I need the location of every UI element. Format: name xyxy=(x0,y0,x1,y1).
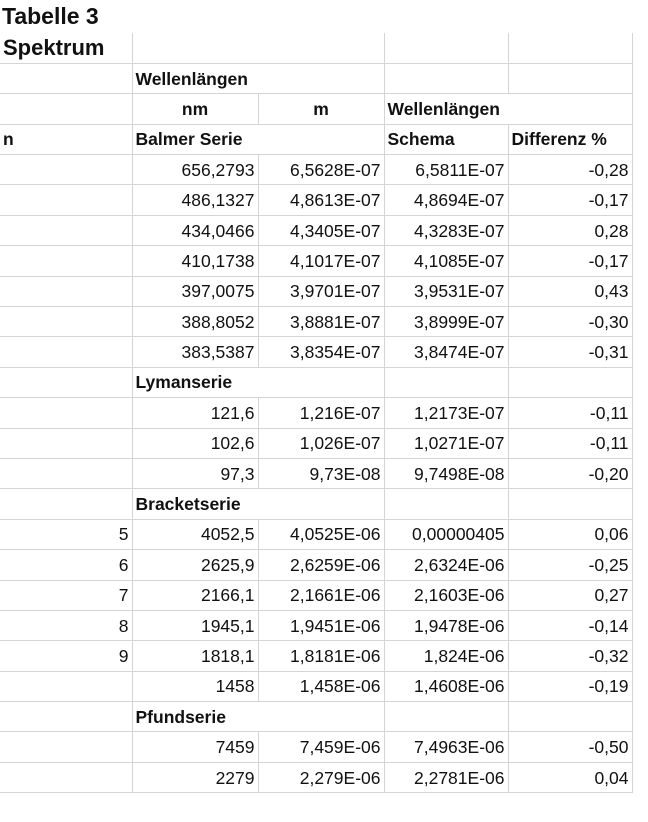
cell-schema[interactable]: 4,3283E-07 xyxy=(384,215,508,245)
cell-nm[interactable]: 2625,9 xyxy=(132,550,258,580)
table-row xyxy=(0,671,632,701)
cell[interactable] xyxy=(258,367,384,397)
series-label-row xyxy=(0,367,632,397)
cell-nm[interactable]: 383,5387 xyxy=(132,337,258,367)
cell-schema[interactable]: 2,6324E-06 xyxy=(384,550,508,580)
cell[interactable] xyxy=(384,702,508,732)
cell-nm[interactable]: 388,8052 xyxy=(132,307,258,337)
cell-schema[interactable]: 3,9531E-07 xyxy=(384,276,508,306)
cell-nm[interactable]: 397,0075 xyxy=(132,276,258,306)
header-row-wavelengths xyxy=(0,63,632,93)
cell-difference[interactable]: 0,28 xyxy=(508,215,632,245)
cell[interactable] xyxy=(258,33,384,63)
cell[interactable] xyxy=(508,702,632,732)
lyman-series-label: Lymanserie xyxy=(132,367,258,397)
table-row xyxy=(0,519,632,549)
cell[interactable] xyxy=(0,489,132,519)
table-row xyxy=(0,610,632,640)
cell-schema[interactable]: 3,8474E-07 xyxy=(384,337,508,367)
cell-schema[interactable]: 4,1085E-07 xyxy=(384,246,508,276)
cell-n[interactable] xyxy=(0,458,132,488)
cell-schema[interactable]: 0,00000405 xyxy=(384,519,508,549)
table-row xyxy=(0,458,632,488)
cell-n[interactable] xyxy=(0,155,132,185)
cell-difference[interactable]: -0,28 xyxy=(508,155,632,185)
cell-difference[interactable]: -0,11 xyxy=(508,398,632,428)
cell-m[interactable]: 2,6259E-06 xyxy=(258,550,384,580)
cell-nm[interactable]: 121,6 xyxy=(132,398,258,428)
cell-m[interactable]: 1,458E-06 xyxy=(258,671,384,701)
cell-nm[interactable]: 656,2793 xyxy=(132,155,258,185)
cell-difference[interactable]: 0,43 xyxy=(508,276,632,306)
cell-schema[interactable]: 2,2781E-06 xyxy=(384,762,508,792)
cell-schema[interactable]: 1,4608E-06 xyxy=(384,671,508,701)
table-row xyxy=(0,276,632,306)
table-row xyxy=(0,398,632,428)
cell-n[interactable] xyxy=(0,671,132,701)
cell-nm[interactable]: 2166,1 xyxy=(132,580,258,610)
table-row xyxy=(0,428,632,458)
cell-n[interactable] xyxy=(0,246,132,276)
cell[interactable] xyxy=(384,367,508,397)
unit-nm-header: nm xyxy=(132,94,258,124)
cell-m[interactable]: 4,0525E-06 xyxy=(258,519,384,549)
cell[interactable] xyxy=(508,367,632,397)
cell-m[interactable]: 4,3405E-07 xyxy=(258,215,384,245)
cell-difference[interactable]: -0,17 xyxy=(508,185,632,215)
cell-difference[interactable]: -0,50 xyxy=(508,732,632,762)
cell-difference[interactable]: -0,32 xyxy=(508,641,632,671)
cell[interactable] xyxy=(132,33,258,63)
cell-m[interactable]: 3,8354E-07 xyxy=(258,337,384,367)
cell-schema[interactable]: 1,2173E-07 xyxy=(384,398,508,428)
cell-n[interactable] xyxy=(0,215,132,245)
table-row xyxy=(0,580,632,610)
cell-nm[interactable]: 486,1327 xyxy=(132,185,258,215)
difference-header: Differenz % xyxy=(508,124,632,154)
table-row xyxy=(0,307,632,337)
cell-m[interactable]: 4,1017E-07 xyxy=(258,246,384,276)
cell-n[interactable] xyxy=(0,732,132,762)
table-row xyxy=(0,641,632,671)
cell[interactable] xyxy=(508,489,632,519)
cell-m[interactable]: 1,9451E-06 xyxy=(258,610,384,640)
cell-nm[interactable]: 1945,1 xyxy=(132,610,258,640)
header-row-columns xyxy=(0,124,632,154)
cell-n[interactable] xyxy=(0,762,132,792)
cell-m[interactable]: 2,1661E-06 xyxy=(258,580,384,610)
spectrum-label: Spektrum xyxy=(0,33,132,63)
cell-schema[interactable]: 1,9478E-06 xyxy=(384,610,508,640)
cell-schema[interactable]: 3,8999E-07 xyxy=(384,307,508,337)
cell-difference[interactable]: 0,06 xyxy=(508,519,632,549)
cell[interactable] xyxy=(508,63,632,93)
balmer-series-header: Balmer Serie xyxy=(132,124,258,154)
cell-difference[interactable]: -0,30 xyxy=(508,307,632,337)
cell-m[interactable]: 1,026E-07 xyxy=(258,428,384,458)
cell-n[interactable]: 5 xyxy=(0,519,132,549)
cell[interactable] xyxy=(0,63,132,93)
pfund-series-label: Pfundserie xyxy=(132,702,258,732)
series-label-row xyxy=(0,702,632,732)
cell-schema[interactable]: 1,824E-06 xyxy=(384,641,508,671)
cell-n[interactable] xyxy=(0,185,132,215)
cell-n[interactable] xyxy=(0,428,132,458)
cell[interactable] xyxy=(0,94,132,124)
cell-n[interactable] xyxy=(0,276,132,306)
cell-difference[interactable]: -0,25 xyxy=(508,550,632,580)
table-row xyxy=(0,155,632,185)
table-row xyxy=(0,550,632,580)
cell-m[interactable]: 1,216E-07 xyxy=(258,398,384,428)
cell-schema[interactable]: 2,1603E-06 xyxy=(384,580,508,610)
cell[interactable] xyxy=(384,33,508,63)
cell-difference[interactable]: -0,31 xyxy=(508,337,632,367)
cell[interactable] xyxy=(258,63,384,93)
cell-difference[interactable]: -0,17 xyxy=(508,246,632,276)
spectrum-row xyxy=(0,33,632,63)
cell-n[interactable]: 6 xyxy=(0,550,132,580)
table-row xyxy=(0,732,632,762)
n-column-header: n xyxy=(0,124,132,154)
cell[interactable] xyxy=(508,94,632,124)
cell-nm[interactable]: 410,1738 xyxy=(132,246,258,276)
cell[interactable] xyxy=(384,489,508,519)
table-row xyxy=(0,246,632,276)
wavelengths-schema-header: Wellenlängen xyxy=(384,94,508,124)
cell-nm[interactable]: 1818,1 xyxy=(132,641,258,671)
cell-m[interactable]: 4,8613E-07 xyxy=(258,185,384,215)
cell-m[interactable]: 3,8881E-07 xyxy=(258,307,384,337)
table-row xyxy=(0,762,632,792)
cell-n[interactable] xyxy=(0,307,132,337)
cell-n[interactable]: 8 xyxy=(0,610,132,640)
cell-schema[interactable]: 4,8694E-07 xyxy=(384,185,508,215)
cell-nm[interactable]: 97,3 xyxy=(132,458,258,488)
sheet-title: Tabelle 3 xyxy=(2,3,99,29)
cell[interactable] xyxy=(258,702,384,732)
cell-nm[interactable]: 4052,5 xyxy=(132,519,258,549)
unit-m-header: m xyxy=(258,94,384,124)
cell-difference[interactable]: -0,20 xyxy=(508,458,632,488)
cell[interactable] xyxy=(258,124,384,154)
schema-header: Schema xyxy=(384,124,508,154)
cell[interactable] xyxy=(0,367,132,397)
cell-m[interactable]: 2,279E-06 xyxy=(258,762,384,792)
table-row xyxy=(0,185,632,215)
cell-difference[interactable]: -0,19 xyxy=(508,671,632,701)
cell-schema[interactable]: 7,4963E-06 xyxy=(384,732,508,762)
cell-n[interactable] xyxy=(0,337,132,367)
cell[interactable] xyxy=(258,489,384,519)
cell[interactable] xyxy=(508,33,632,63)
cell-schema[interactable]: 9,7498E-08 xyxy=(384,458,508,488)
cell[interactable] xyxy=(0,702,132,732)
cell-m[interactable]: 6,5628E-07 xyxy=(258,155,384,185)
table-row xyxy=(0,215,632,245)
cell-difference[interactable]: 0,27 xyxy=(508,580,632,610)
cell-difference[interactable]: -0,14 xyxy=(508,610,632,640)
cell-schema[interactable]: 1,0271E-07 xyxy=(384,428,508,458)
series-label-row xyxy=(0,489,632,519)
brackett-series-label: Bracketserie xyxy=(132,489,258,519)
cell[interactable] xyxy=(384,63,508,93)
cell-difference[interactable]: -0,11 xyxy=(508,428,632,458)
table-row xyxy=(0,337,632,367)
cell-m[interactable]: 9,73E-08 xyxy=(258,458,384,488)
header-row-units xyxy=(0,94,632,124)
spectrum-table xyxy=(0,33,633,793)
cell-difference[interactable]: 0,04 xyxy=(508,762,632,792)
cell-nm[interactable]: 2279 xyxy=(132,762,258,792)
cell-nm[interactable]: 434,0466 xyxy=(132,215,258,245)
cell-n[interactable]: 7 xyxy=(0,580,132,610)
cell-nm[interactable]: 102,6 xyxy=(132,428,258,458)
cell-schema[interactable]: 6,5811E-07 xyxy=(384,155,508,185)
cell-m[interactable]: 3,9701E-07 xyxy=(258,276,384,306)
cell-m[interactable]: 1,8181E-06 xyxy=(258,641,384,671)
cell-nm[interactable]: 7459 xyxy=(132,732,258,762)
wavelengths-header: Wellenlängen xyxy=(132,63,258,93)
cell-n[interactable] xyxy=(0,398,132,428)
cell-nm[interactable]: 1458 xyxy=(132,671,258,701)
cell-m[interactable]: 7,459E-06 xyxy=(258,732,384,762)
cell-n[interactable]: 9 xyxy=(0,641,132,671)
